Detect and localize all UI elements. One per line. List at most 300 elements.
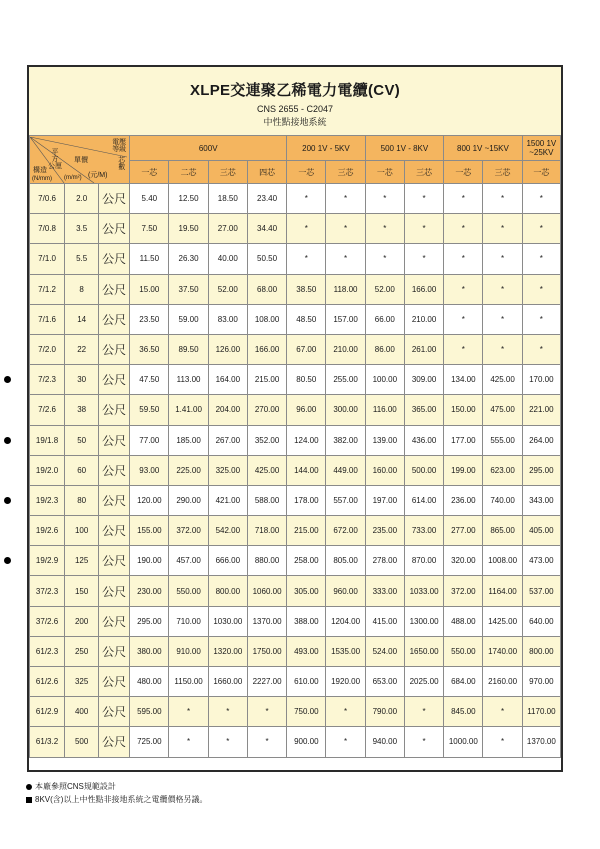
structure-cell: 61/2.9: [30, 697, 65, 727]
row-marker-dot-icon: [4, 376, 11, 383]
price-cell: 190.00: [130, 546, 169, 576]
price-cell: 800.00: [522, 636, 560, 666]
price-cell: 805.00: [326, 546, 365, 576]
price-cell: 320.00: [444, 546, 483, 576]
price-cell: 108.00: [247, 304, 286, 334]
unit-price-unit: (元/M): [88, 171, 108, 179]
price-cell: 640.00: [522, 606, 560, 636]
area-cell: 200: [65, 606, 99, 636]
area-cell: 125: [65, 546, 99, 576]
price-cell: 550.00: [444, 636, 483, 666]
price-cell: 480.00: [130, 667, 169, 697]
price-cell: 126.00: [208, 334, 247, 364]
structure-cell: 19/2.3: [30, 485, 65, 515]
price-cell: 36.50: [130, 334, 169, 364]
area-cell: 400: [65, 697, 99, 727]
table-row: [30, 365, 561, 395]
unit-cell: 公尺: [99, 485, 130, 515]
structure-cell: 7/1.0: [30, 244, 65, 274]
price-cell: 93.00: [130, 455, 169, 485]
row-marker-dot-icon: [4, 557, 11, 564]
price-cell: 157.00: [326, 304, 365, 334]
price-cell: 37.50: [169, 274, 208, 304]
price-cell: 309.00: [404, 365, 443, 395]
unit-cell: 公尺: [99, 425, 130, 455]
price-cell: 475.00: [483, 395, 522, 425]
price-cell: 449.00: [326, 455, 365, 485]
price-cell: 1170.00: [522, 697, 560, 727]
price-cell: 1660.00: [208, 667, 247, 697]
standard-code: CNS 2655 - C2047: [256, 104, 334, 114]
price-cell: *: [483, 184, 522, 214]
price-cell: 26.30: [169, 244, 208, 274]
price-cell: 52.00: [365, 274, 404, 304]
table-row: [30, 244, 561, 274]
price-cell: *: [287, 244, 326, 274]
price-cell: 170.00: [522, 365, 560, 395]
price-cell: 1.41.00: [169, 395, 208, 425]
price-cell: 160.00: [365, 455, 404, 485]
structure-unit: (N/mm): [32, 175, 52, 182]
price-cell: 305.00: [287, 576, 326, 606]
price-cell: 970.00: [522, 667, 560, 697]
price-cell: 177.00: [444, 425, 483, 455]
table-row: [30, 576, 561, 606]
area-unit: (m/m²): [64, 174, 82, 181]
price-cell: 550.00: [169, 576, 208, 606]
price-cell: 733.00: [404, 516, 443, 546]
price-cell: 488.00: [444, 606, 483, 636]
price-cell: 1320.00: [208, 636, 247, 666]
table-row: [30, 636, 561, 666]
price-cell: 116.00: [365, 395, 404, 425]
table-row: [30, 485, 561, 515]
price-cell: 59.50: [130, 395, 169, 425]
price-cell: 1204.00: [326, 606, 365, 636]
structure-cell: 19/2.9: [30, 546, 65, 576]
price-cell: 197.00: [365, 485, 404, 515]
price-cell: *: [444, 244, 483, 274]
structure-cell: 7/0.8: [30, 214, 65, 244]
area-cell: 50: [65, 425, 99, 455]
price-cell: 89.50: [169, 334, 208, 364]
price-cell: 295.00: [130, 606, 169, 636]
price-cell: 672.00: [326, 516, 365, 546]
price-cell: 235.00: [365, 516, 404, 546]
table-corner-header: [30, 136, 130, 184]
price-cell: 1000.00: [444, 727, 483, 757]
price-cell: 277.00: [444, 516, 483, 546]
price-cell: 267.00: [208, 425, 247, 455]
price-cell: 23.40: [247, 184, 286, 214]
price-cell: 457.00: [169, 546, 208, 576]
price-cell: *: [404, 184, 443, 214]
price-cell: 524.00: [365, 636, 404, 666]
area-cell: 22: [65, 334, 99, 364]
price-cell: 595.00: [130, 697, 169, 727]
price-cell: 19.50: [169, 214, 208, 244]
table-row: [30, 606, 561, 636]
price-cell: 258.00: [287, 546, 326, 576]
structure-cell: 37/2.3: [30, 576, 65, 606]
core-count-header: 一芯: [287, 161, 326, 184]
price-cell: *: [247, 697, 286, 727]
area-cell: 14: [65, 304, 99, 334]
price-cell: 18.50: [208, 184, 247, 214]
table-row: [30, 546, 561, 576]
price-cell: 425.00: [483, 365, 522, 395]
price-cell: 210.00: [326, 334, 365, 364]
unit-cell: 公尺: [99, 546, 130, 576]
price-cell: 27.00: [208, 214, 247, 244]
price-cell: *: [326, 214, 365, 244]
price-cell: 1030.00: [208, 606, 247, 636]
price-cell: 204.00: [208, 395, 247, 425]
price-cell: 80.50: [287, 365, 326, 395]
price-cell: 1060.00: [247, 576, 286, 606]
table-row: [30, 184, 561, 214]
unit-cell: 公尺: [99, 697, 130, 727]
price-cell: 1150.00: [169, 667, 208, 697]
price-cell: 623.00: [483, 455, 522, 485]
unit-cell: 公尺: [99, 365, 130, 395]
area-cell: 30: [65, 365, 99, 395]
price-cell: 166.00: [247, 334, 286, 364]
price-cell: *: [247, 727, 286, 757]
voltage-header: 500 1V - 8KV: [365, 136, 444, 161]
price-cell: 588.00: [247, 485, 286, 515]
price-cell: 34.40: [247, 214, 286, 244]
price-cell: 910.00: [169, 636, 208, 666]
price-cell: 653.00: [365, 667, 404, 697]
unit-price-label: 單價: [74, 156, 88, 164]
price-cell: 382.00: [326, 425, 365, 455]
table-row: [30, 516, 561, 546]
price-cell: 436.00: [404, 425, 443, 455]
price-cell: 960.00: [326, 576, 365, 606]
price-cell: 1425.00: [483, 606, 522, 636]
core-count-header: 三芯: [326, 161, 365, 184]
price-cell: 1920.00: [326, 667, 365, 697]
price-cell: 2160.00: [483, 667, 522, 697]
structure-cell: 7/0.6: [30, 184, 65, 214]
price-cell: 880.00: [247, 546, 286, 576]
price-cell: 118.00: [326, 274, 365, 304]
price-cell: 537.00: [522, 576, 560, 606]
structure-cell: 7/2.3: [30, 365, 65, 395]
price-cell: 221.00: [522, 395, 560, 425]
price-cell: *: [483, 727, 522, 757]
row-marker-dot-icon: [4, 437, 11, 444]
table-row: [30, 395, 561, 425]
price-cell: 372.00: [169, 516, 208, 546]
unit-cell: 公尺: [99, 184, 130, 214]
unit-cell: 公尺: [99, 455, 130, 485]
note-cns: 本廠參照CNS規範設計: [26, 780, 207, 793]
price-cell: *: [404, 244, 443, 274]
price-cell: *: [483, 334, 522, 364]
price-cell: 236.00: [444, 485, 483, 515]
price-cell: *: [326, 727, 365, 757]
footnotes: [26, 780, 207, 806]
area-cell: 8: [65, 274, 99, 304]
price-cell: *: [444, 334, 483, 364]
bullet-dot-icon: [26, 784, 32, 790]
structure-cell: 61/2.3: [30, 636, 65, 666]
structure-label: 構造: [33, 166, 47, 174]
price-cell: 725.00: [130, 727, 169, 757]
price-cell: 261.00: [404, 334, 443, 364]
core-count-header: 二芯: [169, 161, 208, 184]
price-cell: 264.00: [522, 425, 560, 455]
price-cell: 740.00: [483, 485, 522, 515]
table-row: [30, 455, 561, 485]
price-cell: 215.00: [287, 516, 326, 546]
price-cell: *: [522, 274, 560, 304]
price-cell: 96.00: [287, 395, 326, 425]
price-cell: 278.00: [365, 546, 404, 576]
price-cell: 199.00: [444, 455, 483, 485]
price-cell: 865.00: [483, 516, 522, 546]
unit-cell: 公尺: [99, 727, 130, 757]
price-cell: *: [522, 244, 560, 274]
structure-cell: 7/2.0: [30, 334, 65, 364]
price-cell: 557.00: [326, 485, 365, 515]
core-count-header: 一芯: [522, 161, 560, 184]
price-cell: *: [522, 304, 560, 334]
price-cell: 38.50: [287, 274, 326, 304]
price-cell: 900.00: [287, 727, 326, 757]
price-cell: 800.00: [208, 576, 247, 606]
price-cell: 473.00: [522, 546, 560, 576]
price-cell: *: [522, 334, 560, 364]
price-table-frame: [27, 65, 563, 772]
price-cell: 750.00: [287, 697, 326, 727]
price-cell: 1008.00: [483, 546, 522, 576]
price-cell: 178.00: [287, 485, 326, 515]
price-cell: *: [444, 184, 483, 214]
price-cell: 425.00: [247, 455, 286, 485]
price-cell: 185.00: [169, 425, 208, 455]
voltage-header: 600V: [130, 136, 287, 161]
price-cell: 1300.00: [404, 606, 443, 636]
unit-cell: 公尺: [99, 395, 130, 425]
price-cell: *: [326, 184, 365, 214]
price-cell: 11.50: [130, 244, 169, 274]
price-cell: 66.00: [365, 304, 404, 334]
price-cell: 325.00: [208, 455, 247, 485]
area-cell: 38: [65, 395, 99, 425]
price-cell: 542.00: [208, 516, 247, 546]
price-cell: 59.00: [169, 304, 208, 334]
price-cell: 52.00: [208, 274, 247, 304]
price-cell: *: [208, 697, 247, 727]
core-count-header: 一芯: [365, 161, 404, 184]
price-cell: 2025.00: [404, 667, 443, 697]
price-cell: 500.00: [404, 455, 443, 485]
area-cell: 100: [65, 516, 99, 546]
price-cell: *: [483, 244, 522, 274]
price-cell: 300.00: [326, 395, 365, 425]
price-cell: 290.00: [169, 485, 208, 515]
price-cell: 83.00: [208, 304, 247, 334]
price-cell: 940.00: [365, 727, 404, 757]
voltage-header: 800 1V ~15KV: [444, 136, 523, 161]
unit-cell: 公尺: [99, 274, 130, 304]
price-cell: *: [444, 304, 483, 334]
price-cell: 493.00: [287, 636, 326, 666]
price-cell: 845.00: [444, 697, 483, 727]
price-cell: 100.00: [365, 365, 404, 395]
structure-cell: 7/1.2: [30, 274, 65, 304]
price-cell: *: [483, 697, 522, 727]
row-marker-dot-icon: [4, 497, 11, 504]
price-cell: *: [483, 274, 522, 304]
price-cell: 120.00: [130, 485, 169, 515]
price-table: [29, 135, 561, 758]
price-cell: 1370.00: [522, 727, 560, 757]
price-cell: 1750.00: [247, 636, 286, 666]
table-row: [30, 727, 561, 757]
structure-cell: 19/2.6: [30, 516, 65, 546]
price-cell: *: [444, 274, 483, 304]
core-count-header: 三芯: [208, 161, 247, 184]
price-cell: 365.00: [404, 395, 443, 425]
table-row: [30, 214, 561, 244]
structure-cell: 61/2.6: [30, 667, 65, 697]
price-cell: 40.00: [208, 244, 247, 274]
price-cell: *: [365, 244, 404, 274]
price-cell: 86.00: [365, 334, 404, 364]
price-cell: *: [326, 697, 365, 727]
price-cell: 164.00: [208, 365, 247, 395]
price-cell: *: [326, 244, 365, 274]
price-cell: *: [287, 184, 326, 214]
price-cell: *: [522, 214, 560, 244]
unit-cell: 公尺: [99, 636, 130, 666]
table-row: [30, 697, 561, 727]
structure-cell: 61/3.2: [30, 727, 65, 757]
price-cell: 870.00: [404, 546, 443, 576]
area-cell: 60: [65, 455, 99, 485]
price-cell: 405.00: [522, 516, 560, 546]
structure-cell: 37/2.6: [30, 606, 65, 636]
core-count-header: 三芯: [483, 161, 522, 184]
price-cell: 270.00: [247, 395, 286, 425]
structure-cell: 19/1.8: [30, 425, 65, 455]
price-cell: 343.00: [522, 485, 560, 515]
core-count-header: 三芯: [404, 161, 443, 184]
price-cell: *: [404, 214, 443, 244]
price-cell: 23.50: [130, 304, 169, 334]
price-cell: 333.00: [365, 576, 404, 606]
unit-cell: 公尺: [99, 667, 130, 697]
price-cell: 134.00: [444, 365, 483, 395]
price-cell: 614.00: [404, 485, 443, 515]
price-cell: 144.00: [287, 455, 326, 485]
unit-cell: 公尺: [99, 576, 130, 606]
price-cell: *: [365, 184, 404, 214]
price-cell: *: [208, 727, 247, 757]
price-cell: *: [483, 214, 522, 244]
price-cell: 1740.00: [483, 636, 522, 666]
price-cell: *: [483, 304, 522, 334]
voltage-header: 1500 1V ~25KV: [522, 136, 560, 161]
price-cell: 225.00: [169, 455, 208, 485]
core-count-header: 四芯: [247, 161, 286, 184]
price-cell: 415.00: [365, 606, 404, 636]
area-cell: 500: [65, 727, 99, 757]
price-cell: 2227.00: [247, 667, 286, 697]
price-cell: *: [287, 214, 326, 244]
title-block: [29, 67, 561, 136]
structure-cell: 7/1.6: [30, 304, 65, 334]
price-cell: 1164.00: [483, 576, 522, 606]
unit-cell: 公尺: [99, 304, 130, 334]
price-cell: 255.00: [326, 365, 365, 395]
price-cell: *: [522, 184, 560, 214]
structure-cell: 7/2.6: [30, 395, 65, 425]
voltage-header: 200 1V - 5KV: [287, 136, 366, 161]
price-cell: 1535.00: [326, 636, 365, 666]
price-cell: 684.00: [444, 667, 483, 697]
core-count-header: 一芯: [130, 161, 169, 184]
price-cell: 139.00: [365, 425, 404, 455]
area-cell: 2.0: [65, 184, 99, 214]
price-cell: 48.50: [287, 304, 326, 334]
price-cell: 610.00: [287, 667, 326, 697]
area-cell: 5.5: [65, 244, 99, 274]
price-cell: *: [444, 214, 483, 244]
price-cell: 67.00: [287, 334, 326, 364]
area-label: 平 方 公厘: [48, 148, 62, 170]
cores-label: 芯 數: [118, 156, 126, 171]
price-cell: 421.00: [208, 485, 247, 515]
price-cell: 113.00: [169, 365, 208, 395]
price-cell: 1650.00: [404, 636, 443, 666]
price-cell: 666.00: [208, 546, 247, 576]
area-cell: 80: [65, 485, 99, 515]
unit-cell: 公尺: [99, 334, 130, 364]
price-cell: 555.00: [483, 425, 522, 455]
price-cell: 5.40: [130, 184, 169, 214]
price-cell: 50.50: [247, 244, 286, 274]
price-cell: 7.50: [130, 214, 169, 244]
table-row: [30, 425, 561, 455]
table-row: [30, 667, 561, 697]
structure-cell: 19/2.0: [30, 455, 65, 485]
unit-cell: 公尺: [99, 606, 130, 636]
price-cell: *: [169, 697, 208, 727]
unit-cell: 公尺: [99, 244, 130, 274]
page-title: XLPE交連聚乙稀電力電纜(CV): [189, 82, 401, 99]
price-cell: 372.00: [444, 576, 483, 606]
price-cell: 150.00: [444, 395, 483, 425]
price-cell: 1033.00: [404, 576, 443, 606]
system-subtitle: 中性點接地系統: [263, 117, 327, 127]
price-cell: 295.00: [522, 455, 560, 485]
price-cell: 380.00: [130, 636, 169, 666]
price-cell: *: [365, 214, 404, 244]
price-cell: 124.00: [287, 425, 326, 455]
price-cell: *: [404, 727, 443, 757]
price-cell: 388.00: [287, 606, 326, 636]
price-cell: 15.00: [130, 274, 169, 304]
core-count-header: 一芯: [444, 161, 483, 184]
price-cell: 210.00: [404, 304, 443, 334]
table-row: [30, 334, 561, 364]
price-cell: *: [404, 697, 443, 727]
